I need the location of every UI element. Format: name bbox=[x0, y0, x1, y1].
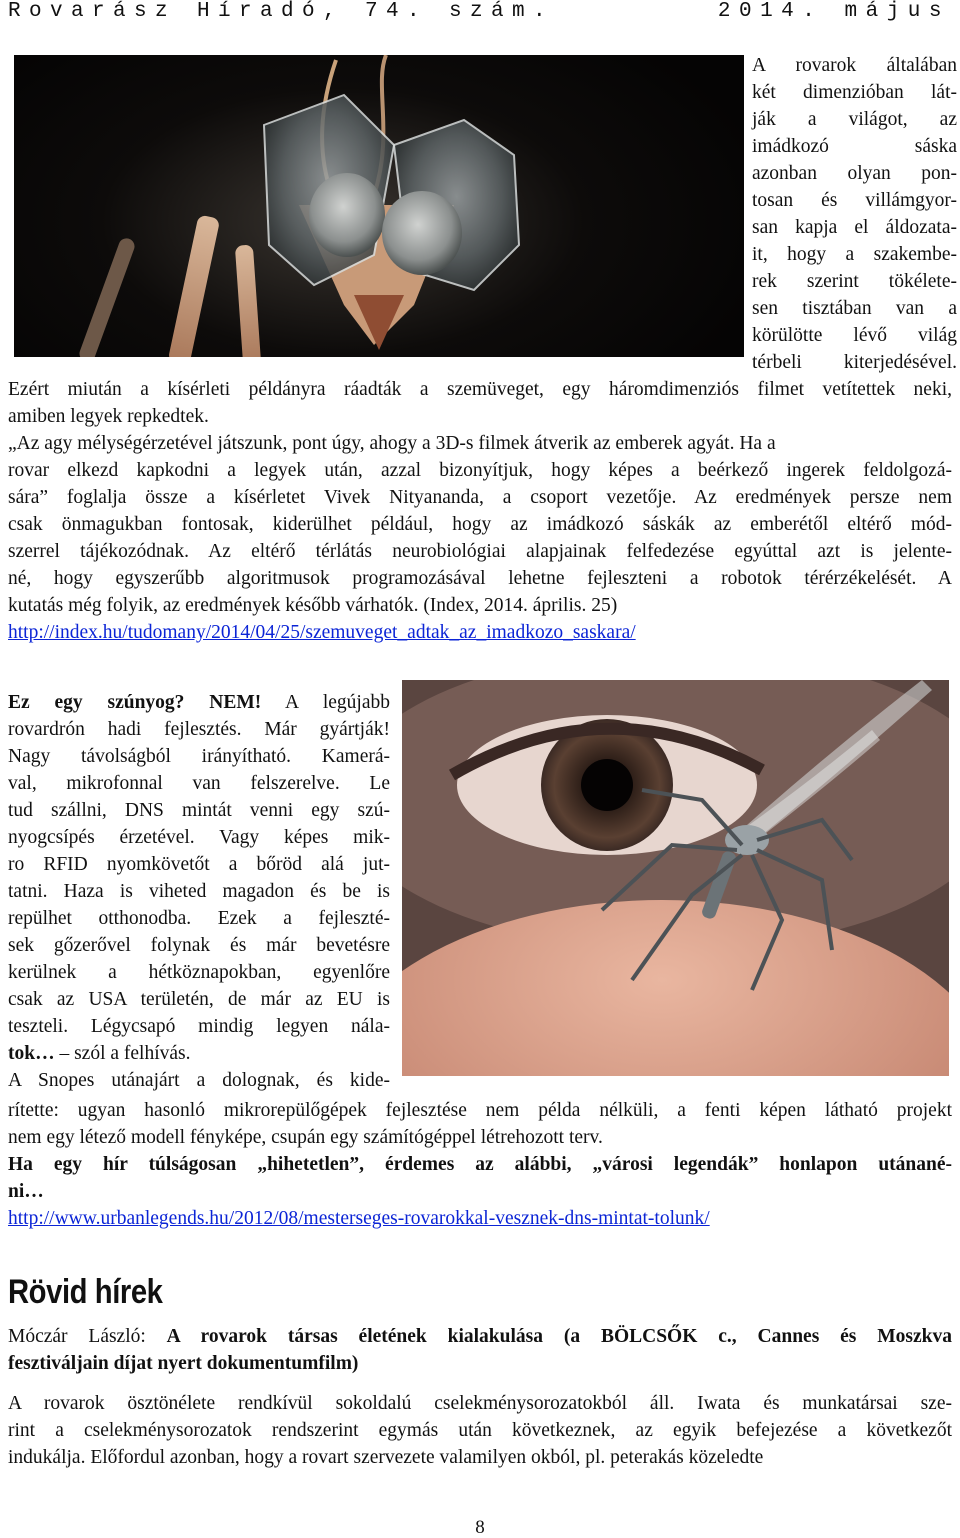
side-line: körülötte lévő világ bbox=[752, 325, 957, 346]
left-line: val, mikrofonnal van felszerelve. Le bbox=[8, 773, 390, 794]
urbanlegends-link[interactable]: http://www.urbanlegends.hu/2012/08/mesterseges-rovarokkal-vesznek-dns-mintat-tolunk/ bbox=[8, 1208, 710, 1229]
left-line: tud szállni, DNS mintát venni egy szú- bbox=[8, 800, 390, 821]
news-body-line: indukálja. Előfordul azonban, hogy a rovart szervezete valamilyen okból, pl. peterakás közeledte bbox=[8, 1447, 764, 1468]
bold-line: ni… bbox=[8, 1181, 44, 1202]
left-line: ro RFID nyomkövetőt a bőröd alá jut- bbox=[8, 854, 390, 875]
side-line: rek szerint tökélete- bbox=[752, 271, 957, 292]
body-line: sára” foglalja össze a kísérletet Vivek Nityananda, a csoport vezetője. Az eredmények persze nem bbox=[8, 487, 952, 508]
header-date: 2014. május bbox=[717, 0, 950, 23]
side-line: imádkozó sáska bbox=[752, 136, 957, 157]
left-line: kerülnek a hétköznapokban, egyenlőre bbox=[8, 962, 390, 983]
body-line: Ezért miután a kísérleti példányra ráadták a szemüveget, egy háromdimenziós filmet vetítettek neki, bbox=[8, 379, 952, 400]
news-body-line: rint a cselekménysorozatok rendszerint egymás után következnek, az egyik befejezése a következőt bbox=[8, 1420, 952, 1441]
side-line: sen tisztában van a bbox=[752, 298, 957, 319]
mantis-photo bbox=[14, 55, 744, 357]
mosquito-drone-photo bbox=[402, 680, 949, 1076]
left-line-bold: Ez egy szúnyog? NEM! bbox=[8, 692, 262, 713]
left-line: sek gőzerővel folynak és már bevetésre bbox=[8, 935, 390, 956]
mantis-illustration bbox=[14, 55, 744, 357]
body-line: nem egy létező modell fényképe, csupán egy számítógéppel létrehozott terv. bbox=[8, 1127, 603, 1148]
left-line: A Snopes utánajárt a dolognak, és kide- bbox=[8, 1070, 390, 1091]
index-article-link[interactable]: http://index.hu/tudomany/2014/04/25/szemuveget_adtak_az_imadkozo_saskara/ bbox=[8, 622, 636, 643]
left-line bbox=[8, 689, 390, 716]
side-line: két dimenzióban lát- bbox=[752, 82, 957, 103]
side-line: térbeli kiterjedésével. bbox=[752, 352, 957, 373]
body-line: né, hogy egyszerűbb algoritmusok programozásával lehetne fejleszteni a robotok térérzékelését. A bbox=[8, 568, 952, 589]
body-line: kutatás még folyik, az eredmények később várhatók. (Index, 2014. április. 25) bbox=[8, 595, 618, 616]
side-line: A rovarok általában bbox=[752, 55, 957, 76]
body-line: csak önmagukban fontosak, kiderülhet például, hogy az imádkozó sáskák az emberétől eltérő mód- bbox=[8, 514, 952, 535]
bold-line: Ha egy hír túlságosan „hihetetlen”, érdemes az alábbi, „városi legendák” honlapon utánané- bbox=[8, 1154, 952, 1175]
side-line: it, hogy a szakembe- bbox=[752, 244, 957, 265]
left-line: nyogcsípés érzetével. Vagy képes mik- bbox=[8, 827, 390, 848]
left-line-bold: tok… bbox=[8, 1043, 55, 1064]
news-title-line bbox=[8, 1323, 952, 1350]
side-line: azonban olyan pon- bbox=[752, 163, 957, 184]
section-heading: Rövid hírek bbox=[8, 1273, 163, 1311]
page-number: 8 bbox=[475, 1517, 485, 1538]
left-line bbox=[8, 1040, 390, 1067]
left-line: tatni. Haza is viheted magadon és be is bbox=[8, 881, 390, 902]
news-title: A rovarok társas életének kialakulása (a BÖLCSŐK c., Cannes és Moszkva bbox=[166, 1326, 952, 1347]
body-line: amiben legyek repkedtek. bbox=[8, 406, 209, 427]
left-line-text: A legújabb bbox=[261, 692, 390, 713]
news-title-line: fesztiváljain díjat nyert dokumentumfilm) bbox=[8, 1353, 359, 1374]
body-line: „Az agy mélységérzetével játszunk, pont úgy, ahogy a 3D-s filmek átverik az emberek agyát. Ha a bbox=[8, 433, 776, 454]
side-line: ják a világot, az bbox=[752, 109, 957, 130]
left-line: repülhet otthonodba. Ezek a fejleszté- bbox=[8, 908, 390, 929]
left-line: rovardrón hadi fejlesztés. Már gyártják! bbox=[8, 719, 390, 740]
news-author: Móczár László: bbox=[8, 1326, 167, 1347]
left-line: Nagy távolságból irányítható. Kamerá- bbox=[8, 746, 390, 767]
left-line-text: – szól a felhívás. bbox=[54, 1043, 191, 1064]
left-line: teszteli. Légycsapó mindig legyen nála- bbox=[8, 1016, 390, 1037]
body-line: rovar elkezd kapkodni a legyek után, azzal bizonyítjuk, hogy képes a beérkező ingerek feldolgozá- bbox=[8, 460, 952, 481]
mosquito-drone-illustration bbox=[402, 680, 949, 1076]
news-body-line: A rovarok ösztönélete rendkívül sokoldalú cselekménysorozatokból áll. Iwata és munkatársai sze- bbox=[8, 1393, 952, 1414]
side-line: san kapja el áldozata- bbox=[752, 217, 957, 238]
header-publication-title: Rovarász Híradó, 74. szám. bbox=[8, 0, 555, 23]
side-line: tosan és villámgyor- bbox=[752, 190, 957, 211]
body-line: rítette: ugyan hasonló mikrorepülőgépek fejlesztése nem példa nélküli, a fenti képen látható projekt bbox=[8, 1100, 952, 1121]
body-line: szerrel tájékozódnak. Az eltérő térlátás neurobiológiai alapjainak felfedezése egyúttal azt is jelente- bbox=[8, 541, 952, 562]
left-line: csak az USA területén, de már az EU is bbox=[8, 989, 390, 1010]
